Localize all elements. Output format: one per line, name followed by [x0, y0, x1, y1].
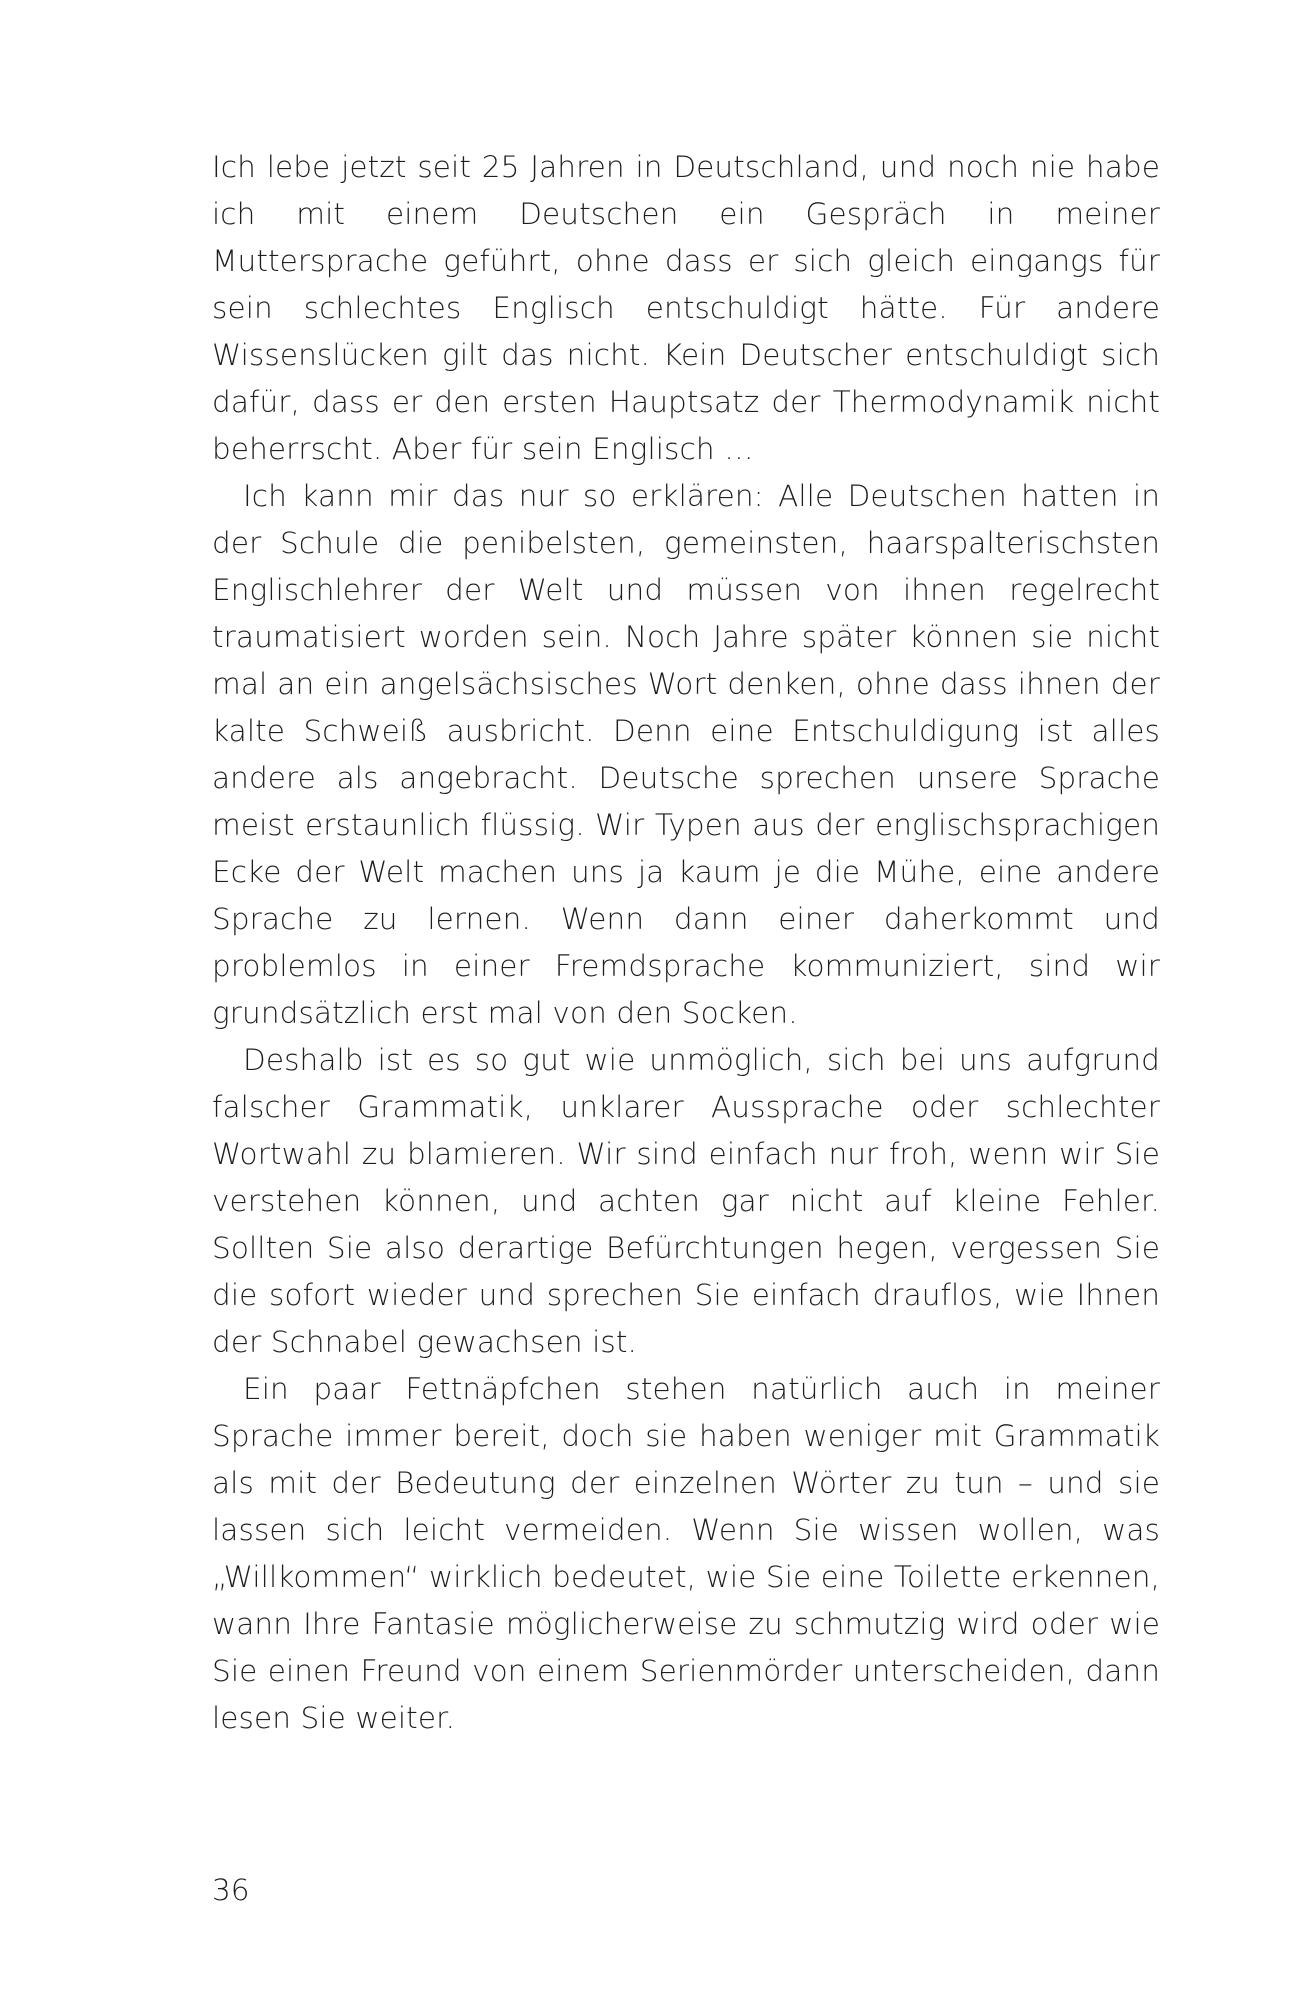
paragraph-2: Ich kann mir das nur so erklären: Alle Deutschen hatten in der Schule die penibelsten, gemeinsten, haarspalterischsten Englischlehrer der Welt und müssen von ihnen regelrecht traumatisiert worden sein. Noch Jahre später können sie nicht mal an ein angelsächsisches Wort denken, ohne dass ihnen der kalte Schweiß ausbricht. Denn eine Entschuldigung ist alles andere als angebracht. Deutsche sprechen unsere Sprache meist erstaunlich flüssig. Wir Typen aus der englischsprachigen Ecke der Welt machen uns ja kaum je die Mühe, eine andere Sprache zu lernen. Wenn dann einer daherkommt und problemlos in einer Fremdsprache kommuniziert, sind wir grundsätzlich erst mal von den Socken.: [212, 479, 1160, 1030]
paragraph-1: Ich lebe jetzt seit 25 Jahren in Deutschland, und noch nie habe ich mit einem Deutschen ein Gespräch in meiner Muttersprache geführt, ohne dass er sich gleich eingangs für sein schlechtes Englisch entschuldigt hätte. Für andere Wissenslücken gilt das nicht. Kein Deutscher entschuldigt sich dafür, dass er den ersten Hauptsatz der Thermodynamik nicht beherrscht. Aber für sein Englisch …: [212, 150, 1160, 466]
paragraph-3: Deshalb ist es so gut wie unmöglich, sich bei uns aufgrund falscher Grammatik, unklarer Aussprache oder schlechter Wortwahl zu blamieren. Wir sind einfach nur froh, wenn wir Sie verstehen können, und achten gar nicht auf kleine Fehler. Sollten Sie also derartige Befürchtungen hegen, vergessen Sie die sofort wieder und sprechen Sie einfach drauflos, wie Ihnen der Schnabel gewachsen ist.: [212, 1043, 1160, 1359]
paragraph-4: Ein paar Fettnäpfchen stehen natürlich auch in meiner Sprache immer bereit, doch sie haben weniger mit Grammatik als mit der Bedeutung der einzelnen Wörter zu tun – und sie lassen sich leicht vermeiden. Wenn Sie wissen wollen, was „Willkommen“ wirklich bedeutet, wie Sie eine Toilette erkennen, wann Ihre Fantasie möglicherweise zu schmutzig wird oder wie Sie einen Freund von einem Serienmörder unterscheiden, dann lesen Sie weiter.: [212, 1372, 1160, 1735]
page-number: 36: [212, 1873, 250, 1907]
body-text: [212, 144, 1160, 1742]
